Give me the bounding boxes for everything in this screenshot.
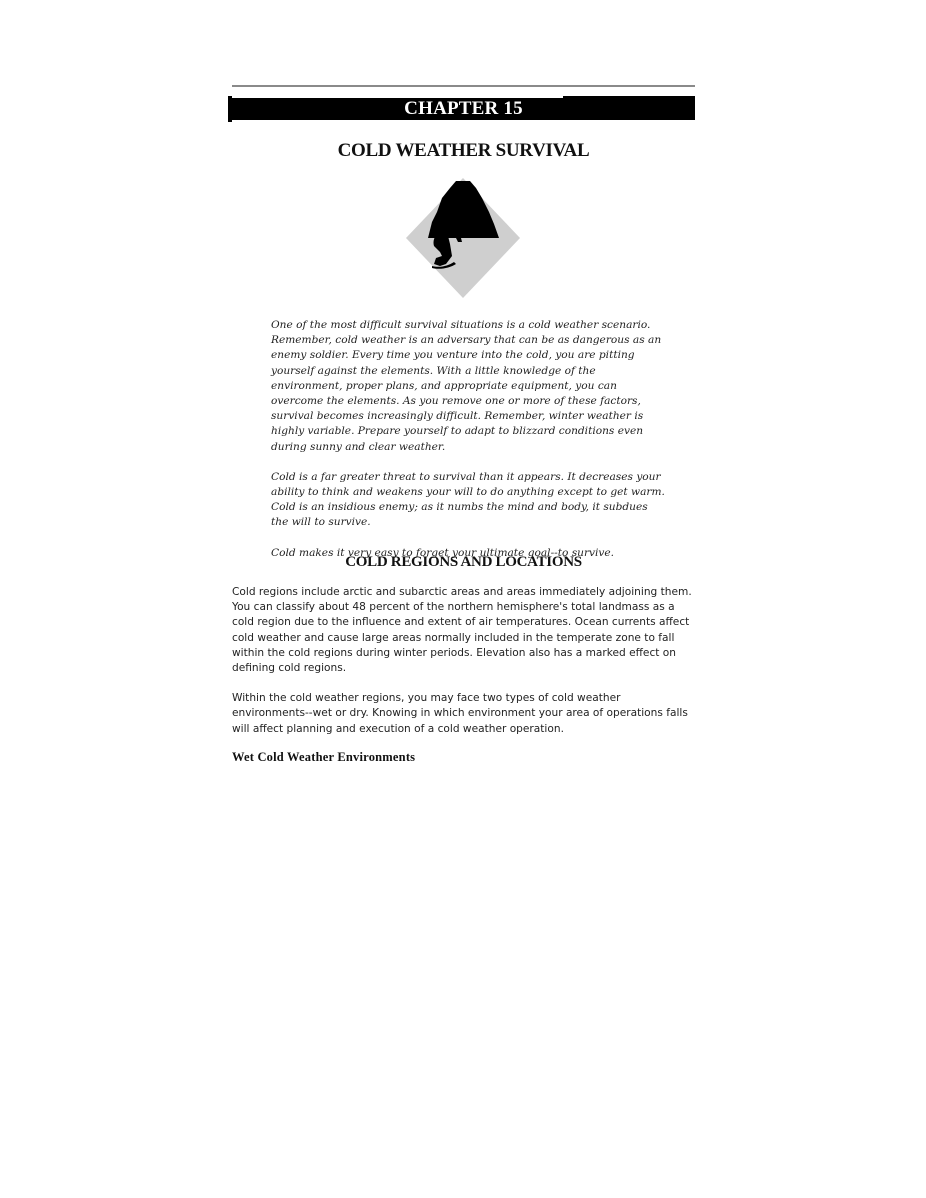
subsection-heading: Wet Cold Weather Environments xyxy=(232,750,416,764)
mountain-figure-diamond-icon xyxy=(404,176,522,300)
section-heading: COLD REGIONS AND LOCATIONS xyxy=(345,554,582,570)
top-rule xyxy=(232,85,695,87)
intro-block xyxy=(271,318,666,576)
intro-paragraph: One of the most difficult survival situations is a cold weather scenario. Remember, cold weather is an adversary that can be as dangerous as an enemy soldier. Every time you venture into the cold, you are pitting yourself against the elements. With a little knowledge of the environment, proper plans, and appropriate equipment, you can overcome the elements. As you remove one or more of these factors, survival becomes increasingly difficult. Remember, winter weather is highly variable. Prepare yourself to adapt to blizzard conditions even during sunny and clear weather. xyxy=(271,319,662,453)
intro-paragraph: Cold is a far greater threat to survival than it appears. It decreases your ability to think and weakens your will to do anything except to get warm. Cold is an insidious enemy; as it numbs the mind and body, it subdues the will to survive. xyxy=(271,470,665,529)
chapter-label: CHAPTER 15 xyxy=(404,98,523,119)
section-body xyxy=(232,585,698,752)
body-paragraph: Within the cold weather regions, you may face two types of cold weather environments--wet or dry. Knowing in which environment your area of operations falls will affect planning and execution of a cold weather operation. xyxy=(232,692,688,735)
body-paragraph: Cold regions include arctic and subarctic areas and areas immediately adjoining them. You can classify about 48 percent of the northern hemisphere's total landmass as a cold region due to the influence and extent of air temperatures. Ocean currents affect cold weather and cause large areas normally included in the temperate zone to fall within the cold regions during winter periods. Elevation also has a marked effect on defining cold regions. xyxy=(232,586,692,675)
page-title: COLD WEATHER SURVIVAL xyxy=(337,140,590,161)
intro-paragraph: Cold makes it very easy to forget your ultimate goal--to survive. xyxy=(271,546,615,559)
